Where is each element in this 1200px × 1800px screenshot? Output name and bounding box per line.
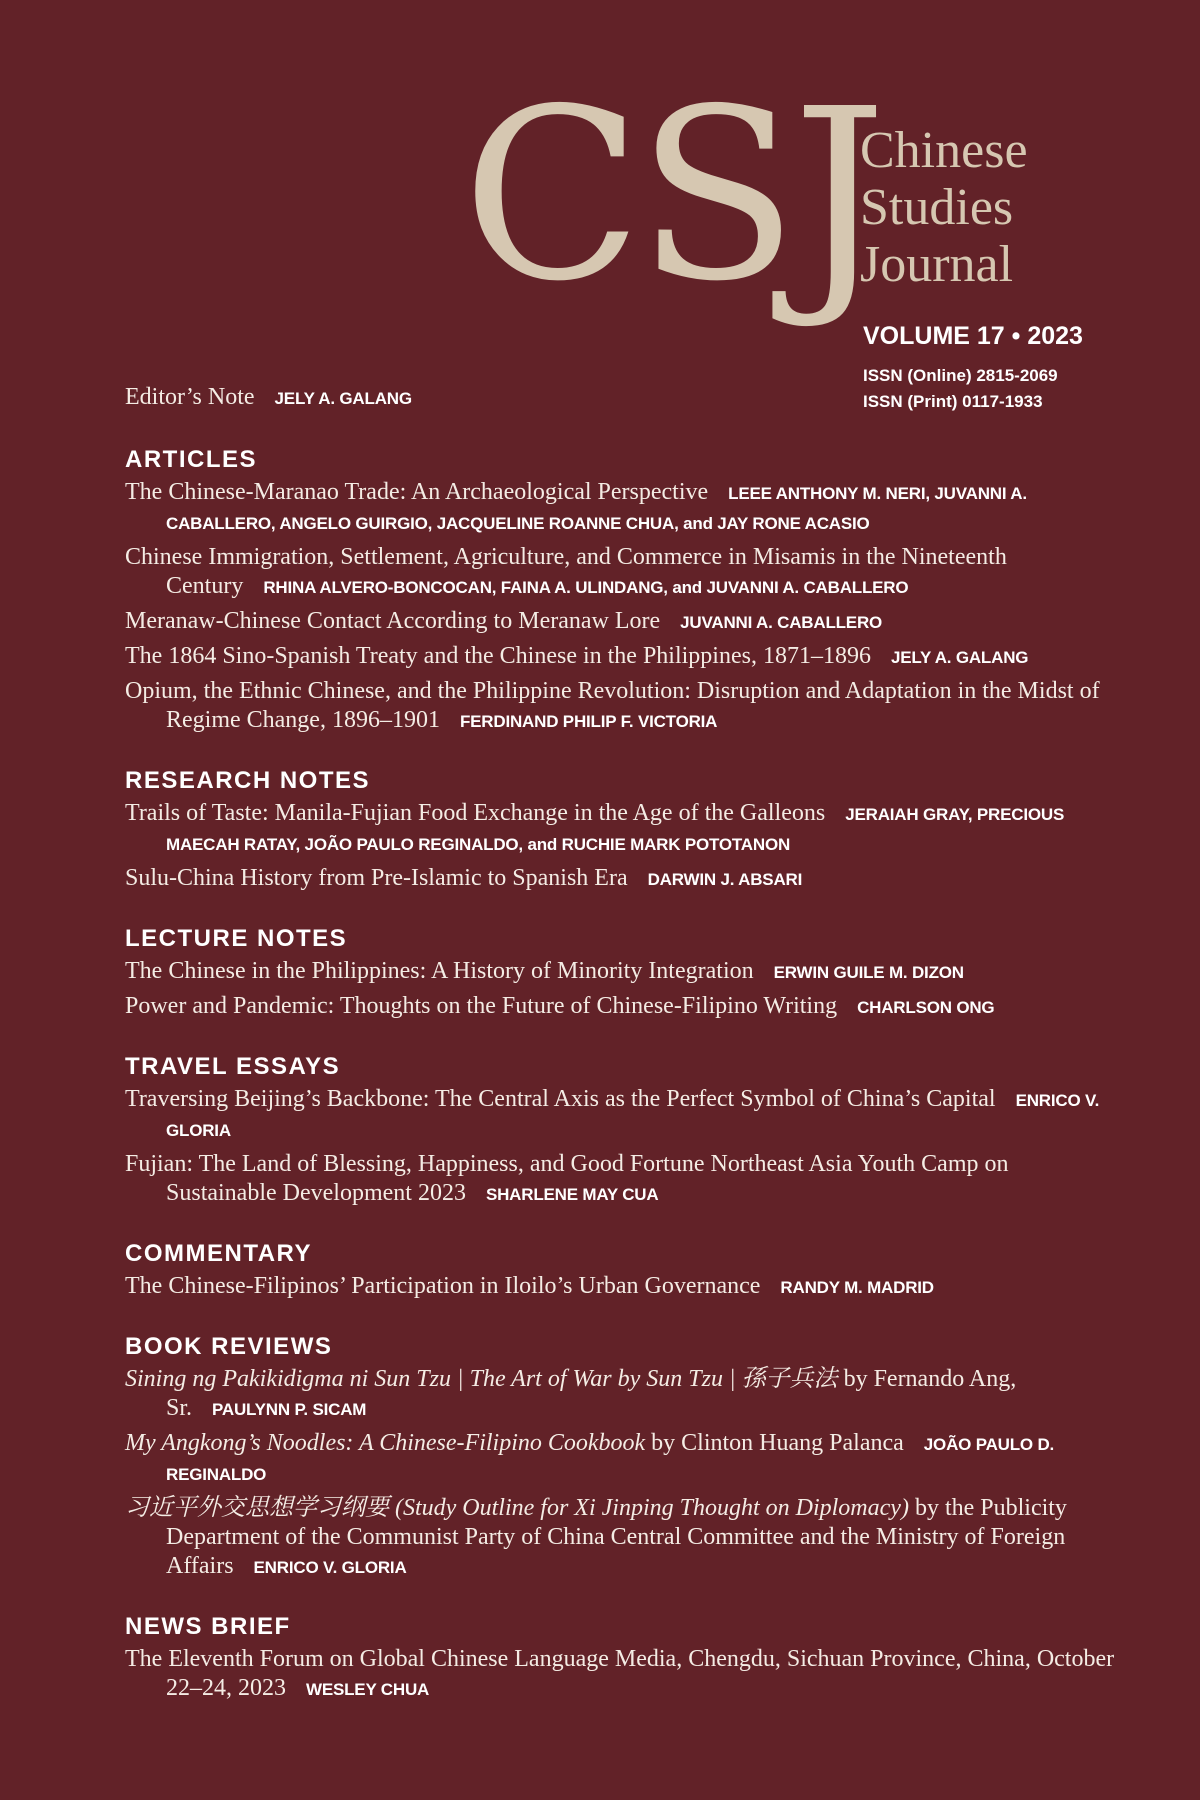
entry-title: by the Publicity Department of the Communist Party of China Central Committee and the Ministry of Foreign Affairs	[166, 1495, 1067, 1579]
entry-author: RANDY M. MADRID	[780, 1278, 934, 1297]
entry-title: The 1864 Sino-Spanish Treaty and the Chinese in the Philippines, 1871–1896	[125, 643, 871, 669]
toc-entry[interactable]	[125, 1085, 1125, 1145]
issn-block	[863, 363, 1058, 415]
journal-logo: CSJ	[462, 58, 881, 333]
section-lecture-notes	[125, 921, 1125, 1022]
toc-entry[interactable]	[125, 864, 1125, 894]
issn-online: ISSN (Online) 2815-2069	[863, 366, 1058, 385]
volume-year: VOLUME 17 • 2023	[863, 322, 1083, 350]
issn-print: ISSN (Print) 0117-1933	[863, 392, 1043, 411]
section-heading: ARTICLES	[125, 446, 257, 473]
toc-entry[interactable]	[125, 1365, 1125, 1424]
entry-author: JOÃO PAULO D. REGINALDO	[166, 1435, 1055, 1484]
entry-title: by Fernando Ang, Sr.	[166, 1366, 1017, 1421]
journal-name	[860, 122, 1028, 293]
toc-entry[interactable]	[125, 1150, 1125, 1209]
entry-title: Trails of Taste: Manila-Fujian Food Exchange in the Age of the Galleons	[125, 800, 826, 826]
entry-title: The Chinese-Filipinos’ Participation in Iloilo’s Urban Governance	[125, 1273, 761, 1299]
toc-entry[interactable]	[125, 799, 1125, 859]
section-news-brief	[125, 1609, 1125, 1704]
section-heading: NEWS BRIEF	[125, 1613, 291, 1640]
journal-name-line: Chinese	[860, 122, 1028, 179]
entry-author: SHARLENE MAY CUA	[485, 1185, 659, 1204]
entry-title: Chinese Immigration, Settlement, Agriculture, and Commerce in Misamis in the Nineteenth Century	[125, 544, 1007, 599]
entry-author: CHARLSON ONG	[857, 998, 995, 1017]
journal-name-line: Journal	[860, 236, 1014, 293]
section-articles	[125, 442, 1125, 736]
section-commentary	[125, 1236, 1125, 1302]
entry-title: Meranaw-Chinese Contact According to Meranaw Lore	[125, 608, 661, 634]
toc-entry[interactable]	[125, 1645, 1125, 1704]
toc-entry[interactable]	[125, 1272, 1125, 1302]
section-heading: COMMENTARY	[125, 1240, 312, 1267]
entry-author: PAULYNN P. SICAM	[212, 1400, 367, 1419]
toc-entry[interactable]	[125, 957, 1125, 987]
entry-title: Opium, the Ethnic Chinese, and the Philippine Revolution: Disruption and Adaptation in the Midst of Regime Change, 1896–1901	[125, 678, 1100, 733]
entry-book-title: 习近平外交思想学习纲要 (Study Outline for Xi Jinping Thought on Diplomacy)	[125, 1495, 909, 1521]
editors-note[interactable]	[125, 384, 412, 411]
entry-author: ERWIN GUILE M. DIZON	[773, 963, 964, 982]
entry-title: Fujian: The Land of Blessing, Happiness, and Good Fortune Northeast Asia Youth Camp on Sustainable Development 2023	[125, 1151, 1009, 1206]
toc-entry[interactable]	[125, 607, 1125, 637]
entry-title: The Chinese-Maranao Trade: An Archaeological Perspective	[125, 479, 709, 505]
entry-author: ENRICO V. GLORIA	[253, 1558, 407, 1577]
editors-note-title: Editor’s Note	[125, 384, 255, 410]
entry-author: JERAIAH GRAY, PRECIOUS MAECAH RATAY, JOÃO PAULO REGINALDO, and RUCHIE MARK POTOTANON	[166, 805, 1065, 854]
entry-title: The Eleventh Forum on Global Chinese Language Media, Chengdu, Sichuan Province, China, October 22–24, 2023	[125, 1646, 1115, 1701]
section-heading: TRAVEL ESSAYS	[125, 1053, 341, 1080]
entry-title: by Clinton Huang Palanca	[645, 1430, 904, 1456]
toc-entry[interactable]	[125, 543, 1125, 602]
editors-note-author: JELY A. GALANG	[274, 389, 412, 408]
toc-entry[interactable]	[125, 1429, 1125, 1489]
entry-author: JELY A. GALANG	[890, 648, 1029, 667]
entry-author: DARWIN J. ABSARI	[647, 870, 803, 889]
section-book-reviews	[125, 1329, 1125, 1582]
toc-entry[interactable]	[125, 992, 1125, 1022]
toc-entry[interactable]	[125, 677, 1125, 736]
entry-book-title: Sining ng Pakikidigma ni Sun Tzu | The Art of War by Sun Tzu | 孫子兵法	[125, 1366, 838, 1392]
entry-author: RHINA ALVERO-BONCOCAN, FAINA A. ULINDANG, and JUVANNI A. CABALLERO	[263, 578, 909, 597]
entry-title: The Chinese in the Philippines: A History of Minority Integration	[125, 958, 754, 984]
section-heading: BOOK REVIEWS	[125, 1333, 333, 1360]
section-heading: LECTURE NOTES	[125, 925, 348, 952]
entry-author: LEEE ANTHONY M. NERI, JUVANNI A. CABALLERO, ANGELO GUIRGIO, JACQUELINE ROANNE CHUA, and JAY RONE ACASIO	[166, 484, 1027, 533]
entry-author: FERDINAND PHILIP F. VICTORIA	[459, 712, 718, 731]
toc-entry[interactable]	[125, 478, 1125, 538]
section-heading: RESEARCH NOTES	[125, 767, 371, 794]
entry-title: Sulu-China History from Pre-Islamic to Spanish Era	[125, 865, 628, 891]
entry-author: WESLEY CHUA	[306, 1680, 430, 1699]
toc-entry[interactable]	[125, 1494, 1125, 1582]
toc-entry[interactable]	[125, 642, 1125, 672]
journal-name-line: Studies	[860, 179, 1014, 236]
section-travel-essays	[125, 1049, 1125, 1209]
entry-title: Traversing Beijing’s Backbone: The Central Axis as the Perfect Symbol of China’s Capital	[125, 1086, 996, 1112]
table-of-contents	[125, 442, 1125, 1731]
entry-author: ENRICO V. GLORIA	[166, 1091, 1100, 1140]
entry-book-title: My Angkong’s Noodles: A Chinese-Filipino Cookbook	[125, 1430, 646, 1456]
entry-title: Power and Pandemic: Thoughts on the Future of Chinese-Filipino Writing	[125, 993, 838, 1019]
section-research-notes	[125, 763, 1125, 894]
entry-author: JUVANNI A. CABALLERO	[680, 613, 883, 632]
